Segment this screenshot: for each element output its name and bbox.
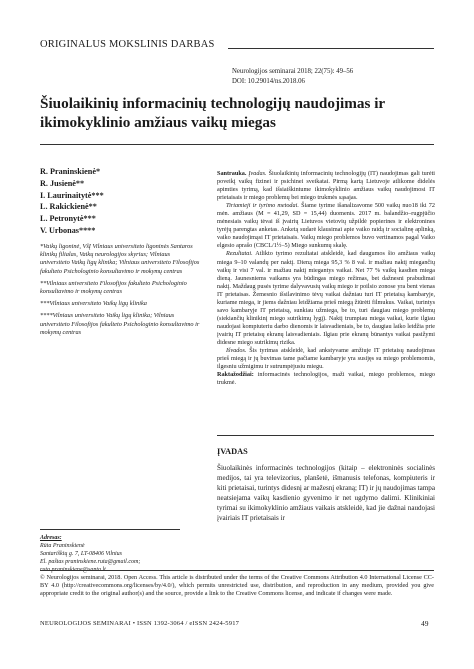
abstract (217, 170, 435, 387)
author: V. Urbonas**** (40, 225, 96, 235)
abstract-methods-text: Šiame tyrime išanalizavome 500 vaikų nuo18 iki 72 mėn. amžiaus (M = 41,29, SD = 15,44) duomenis. 2017 m. balandžio–rugpjūčio mėnesiais vaikų tėvai iš įvairių Lietuvos vietovių užpildė popierines ir elektronines tyrėjų parengtas anketas. Anketą sudarė klausimai apie vaiko raidą ir socialinę aplinką, vaiko naudojimąsi IT prietaisais. Vaikų miego problemos buvo vertinamos pagal Vaiko elgesio aprašo (CBCL/1½–5) Miego sunkumų skalę. (217, 202, 435, 250)
abstract-rule (217, 435, 434, 436)
affiliation: ****Vilniaus universiteto Vaikų ligų klinika; Vilniaus universiteto Filosofijos fakulteto Psichologinio konsultavimo ir mokymų centras (40, 312, 200, 336)
affiliation: *Vaikų ligoninė, VšĮ Vilniaus universiteto ligoninės Santaros klinikų filialas, Vaikų neurologijos skyrius; Vilniaus universiteto Vaikų ligų klinika; Vilniaus universiteto Filosofijos fakulteto Psichologinio konsultavimo ir mokymų centras (40, 243, 200, 275)
section-rule (228, 48, 434, 49)
journal-citation: Neurologijos seminarai 2018; 22(75): 49–56 (232, 68, 354, 75)
correspondence-address: Santariškių g. 7, LT-08406 Vilnius (40, 551, 122, 558)
author: L. Petronytė*** (40, 214, 96, 224)
correspondence-rule (40, 529, 180, 530)
abstract-intro-paragraph (217, 170, 435, 202)
affiliation: **Vilniaus universiteto Filosofijos fakulteto Psichologinio konsultavimo ir mokymų centras (40, 279, 187, 296)
footer-journal: NEUROLOGIJOS SEMINARAI • ISSN 1392-3064 / eISSN 2424-5917 (40, 620, 240, 627)
author: R. Praninskienė* (40, 167, 101, 176)
page-number: 49 (421, 619, 429, 628)
abstract-intro-text: Šiuolaikinių informacinių technologijų (IT) naudojimas gali turėti poveikį vaikų fizinei ir psichinei sveikatai. Pirmą kartą Lietuvoje atlikome didelės apimties tyrimą, kad išsiaiškintume ikimokyklinio amžiaus vaikų naudojimosi IT prietaisais ir miego problemų bei miego trukmės sąsajas. (217, 170, 436, 202)
author: L. Rakickienė** (40, 202, 97, 212)
affiliations (40, 243, 200, 341)
section-header: ORIGINALUS MOKSLINIS DARBAS (40, 39, 215, 50)
keywords-paragraph (217, 371, 435, 387)
abstract-conclusions-label: Išvados. (226, 347, 247, 355)
correspondence-label: Adresas: (40, 535, 62, 541)
journal-info (232, 67, 353, 87)
keywords-text: informacinės technologijos, maži vaikai, miego problemos, miego trukmė. (217, 371, 436, 387)
author: R. Jusienė** (40, 178, 85, 188)
abstract-label: Santrauka. (217, 170, 247, 177)
correspondence-name: Rūta Praninskienė (40, 543, 85, 550)
title-rule (40, 144, 434, 145)
abstract-methods-label: Tiriamieji ir tyrimo metodai. (226, 202, 299, 210)
author: I. Laurinaitytė*** (40, 190, 104, 200)
license-rule (40, 570, 434, 571)
abstract-results-paragraph (217, 250, 435, 347)
correspondence-email[interactable]: ruta.praninskiene@santa.lt (40, 567, 106, 574)
abstract-results-text: Atlikto tyrimo rezultatai atskleidė, kad daugumos šio amžiaus vaikų miega 9–10 valandų per naktį. Dieną miega 95,3 % 8 val. ir mažiau naktį miegančių vaikų ir visi 7 val. ir mažiau naktį miegantys vaikai. Net 77 % vaikų kasdien miega dieną. Jaunesniems vaikams yra būdingas miego režimas, bet dažnesni prabudimai naktį. Maždaug pusės tyrime dalyvavusių vaikų miego ir poilsio zonose yra bent vienas IT prietaisas. Žemesnio išsilavinimo tėvų vaikai dažniau turi IT prietaisą kambaryje, kuriame miega, ir jiems dažniau leidžiama prieš miegą žiūrėti filmukus. Vaikai, turintys savo kambaryje IT prietaisą, sunkiau užmiega, be to, turi daugiau miego problemų (siekiančių klinikinį miego sutrikimų lygį). Naktį trumpiau miega vaikai, kurie ilgiau naudojasi kompiuteriu darbo dienomis ir laisvadieniais, be to, daugiau laiko leidžia prie įvairių IT prietaisų ekranų laisvadieniais. Ilgiau prie ekranų būnantys vaikai pasižymi didesne miego sutrikimų rizika. (217, 250, 435, 346)
keywords-label: Raktažodžiai: (217, 371, 254, 379)
abstract-methods-paragraph (217, 202, 435, 250)
affiliation: ***Vilniaus universiteto Vaikų ligų klinika (40, 300, 147, 308)
abstract-conclusions-paragraph (217, 347, 435, 371)
introduction-heading: ĮVADAS (217, 447, 248, 456)
abstract-conclusions-text: Šis tyrimas atskleidė, kad ankstyvame amžiuje IT prietaisų naudojimas prieš miegą ir jų buvimas tame pačiame kambaryje yra susijęs su miego problemomis, ilgesniu užmigimu ir sutrumpėjusiu miegu. (217, 347, 435, 371)
abstract-results-label: Rezultatai. (226, 250, 253, 258)
correspondence (40, 534, 200, 574)
correspondence-email[interactable]: El. paštas praninskiene.ruta@gmail.com; (40, 559, 141, 566)
article-title: Šiuolaikinių informacinių technologijų naudojimas ir ikimokyklinio amžiaus vaikų miegas (40, 95, 385, 131)
introduction-text: Šiuolaikinės informacinės technologijos (kitaip – elektroninės socialinės medijos, tai yra televizorius, planšetė, išmanusis telefonas, kompiuteris ir kiti prietaisai, turintys didesnį ar mažesnį ekraną; IT) ir jų naudojimas tampa neatsiejama vaikų kasdienio gyvenimo ir net ugdymo dalimi. Klinikiniai tyrimai su ikimokyklinio amžiaus vaikais atskleidė, kad jie dažnai naudojasi įvairiais IT prietaisais ir (217, 464, 435, 522)
abstract-intro-label: Įvadas. (248, 170, 267, 177)
author-list (40, 166, 104, 237)
license-text: © Neurologijos seminarai, 2018. Open Access. This article is distributed under the terms of the Creative Commons Attribution 4.0 International License CC-BY 4.0 (http://creativecommons.org/licenses/by/4.0/), which permits unrestricted use, distribution, and reproduction in any medium, provided you give appropriate credit to the original author(s) and the source, provide a link to the Creative Commons license, and indicate if changes were made. (40, 574, 434, 598)
doi: DOI: 10.29014/ns.2018.06 (232, 78, 305, 85)
